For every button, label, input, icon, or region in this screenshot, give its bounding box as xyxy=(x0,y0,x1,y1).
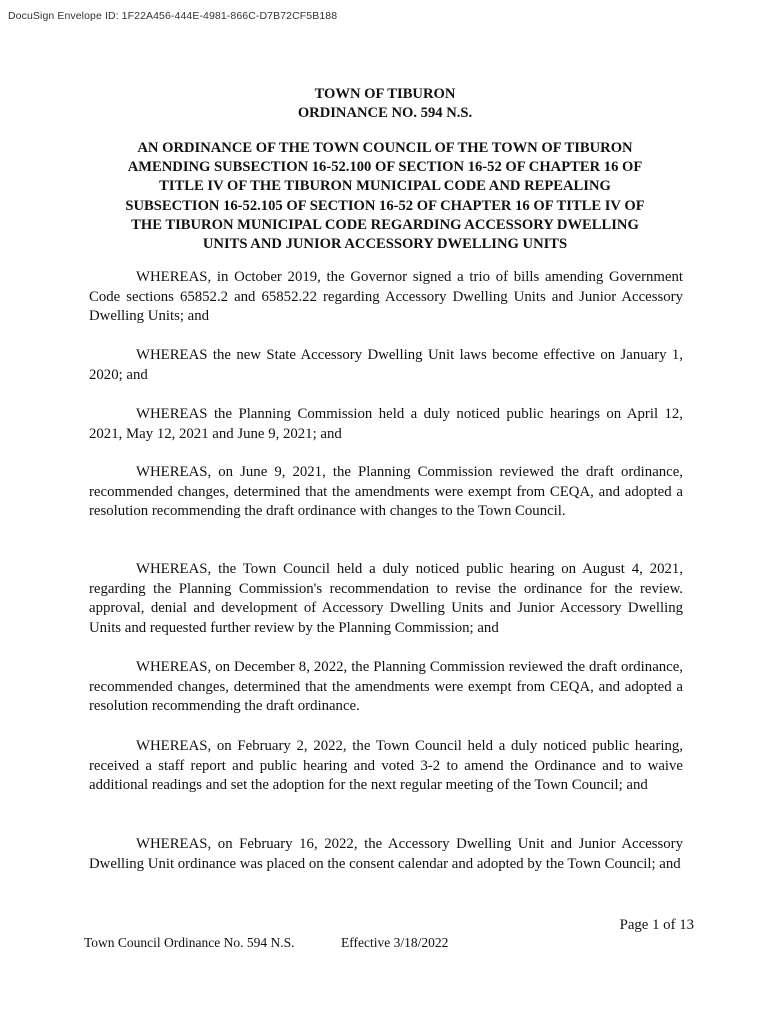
town-heading: TOWN OF TIBURON xyxy=(314,86,456,102)
title-line: AMENDING SUBSECTION 16-52.100 OF SECTION 16-52 OF CHAPTER 16 OF xyxy=(127,159,643,176)
recital-paragraph: WHEREAS, on February 16, 2022, the Accessory Dwelling Unit and Junior Accessory Dwelling Unit ordinance was placed on the consent calendar and adopted by the Town Council; and xyxy=(89,836,683,872)
recital-paragraph: WHEREAS, on December 8, 2022, the Planning Commission reviewed the draft ordinance, recommended changes, determined that the amendments were exempt from CEQA, and adopted a resolution recommending the draft ordinance. xyxy=(89,659,683,714)
title-line: UNITS AND JUNIOR ACCESSORY DWELLING UNITS xyxy=(202,236,568,253)
docusign-envelope-id: DocuSign Envelope ID: 1F22A456-444E-4981-866C-D7B72CF5B188 xyxy=(8,10,338,22)
recital-paragraph: WHEREAS the Planning Commission held a duly noticed public hearings on April 12, 2021, May 12, 2021 and June 9, 2021; and xyxy=(89,406,683,442)
recital-paragraph: WHEREAS, in October 2019, the Governor signed a trio of bills amending Government Code sections 65852.2 and 65852.22 regarding Accessory Dwelling Units and Junior Accessory Dwelling Units; and xyxy=(89,269,683,324)
footer-effective-date: Effective 3/18/2022 xyxy=(341,935,449,950)
recital-paragraph: WHEREAS the new State Accessory Dwelling Unit laws become effective on January 1, 2020; and xyxy=(89,347,683,383)
page-number: Page 1 of 13 xyxy=(619,917,694,933)
recital-paragraph: WHEREAS, on June 9, 2021, the Planning Commission reviewed the draft ordinance, recommended changes, determined that the amendments were exempt from CEQA, and adopted a resolution recommending the draft ordinance with changes to the Town Council. xyxy=(89,464,683,519)
title-line: AN ORDINANCE OF THE TOWN COUNCIL OF THE TOWN OF TIBURON xyxy=(137,140,633,156)
title-line: SUBSECTION 16-52.105 OF SECTION 16-52 OF CHAPTER 16 OF TITLE IV OF xyxy=(125,197,645,214)
title-line: TITLE IV OF THE TIBURON MUNICIPAL CODE AND REPEALING xyxy=(159,178,611,195)
recital-paragraph: WHEREAS, on February 2, 2022, the Town Council held a duly noticed public hearing, received a staff report and public hearing and voted 3-2 to amend the Ordinance and to waive additional readings and set the adoption for the next regular meeting of the Town Council; and xyxy=(89,738,683,793)
ordinance-number-heading: ORDINANCE NO. 594 N.S. xyxy=(297,105,473,121)
recital-paragraph: WHEREAS, the Town Council held a duly noticed public hearing on August 4, 2021, regarding the Planning Commission's recommendation to revise the ordinance for the review. approval, denial and development of Accessory Dwelling Units and Junior Accessory Dwelling Units and requested further review by the Planning Commission; and xyxy=(89,561,683,636)
title-line: THE TIBURON MUNICIPAL CODE REGARDING ACCESSORY DWELLING xyxy=(131,216,639,233)
footer-ordinance: Town Council Ordinance No. 594 N.S. xyxy=(84,935,295,950)
ordinance-title xyxy=(92,139,678,254)
